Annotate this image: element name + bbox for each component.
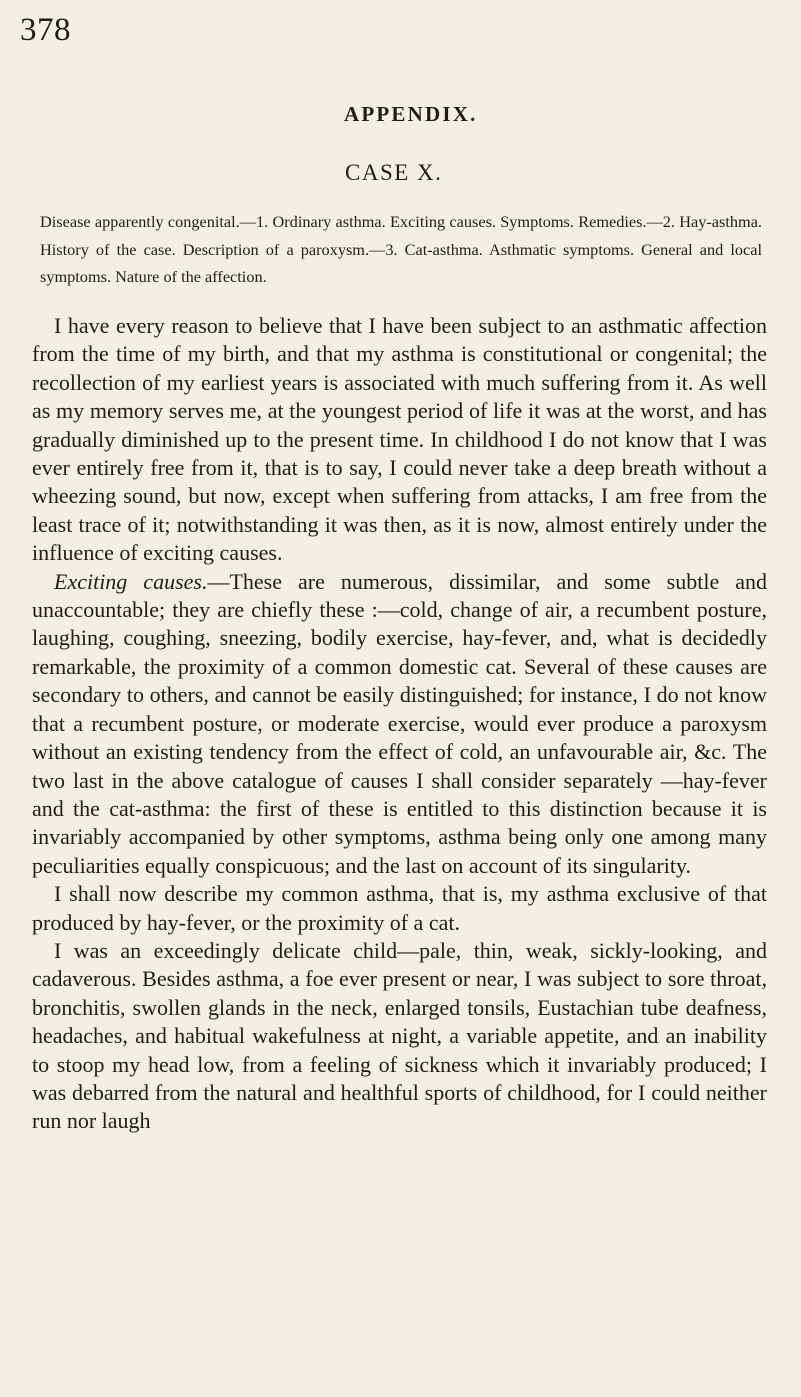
case-title: CASE X. <box>345 160 443 185</box>
paragraph-1: I have every reason to believe that I have been subject to an asthmatic affection from the time of my birth, and that my asthma is constitutional or congenital; the recollection of my earliest years is associated with much suffering from it. As well as my memory serves me, at the youngest period of life it was at the worst, and has gradually diminished up to the present time. In childhood I do not know that I was ever entirely free from it, that is to say, I could never take a deep breath without a wheezing sound, but now, except when suffering from attacks, I am free from the least trace of it; notwithstanding it was then, as it is now, almost entirely under the influence of exciting causes. <box>32 313 767 566</box>
case-summary <box>40 208 762 291</box>
paragraph-3: I shall now describe my common asthma, that is, my asthma exclusive of that produced by hay-fever, or the proximity of a cat. <box>32 881 767 935</box>
paragraph-2-text: —These are numerous, dissimilar, and some subtle and unaccountable; they are chiefly these :—cold, change of air, a recumbent posture, laughing, coughing, sneezing, bodily exercise, hay-fever, and, what is decidedly remarkable, the proximity of a common domestic cat. Several of these causes are secondary to others, and cannot be easily distinguished; for instance, I do not know that a recumbent posture, or moderate exercise, would ever produce a paroxysm without an existing tendency from the effect of cold, an unfavourable air, &c. The two last in the above catalogue of causes I shall consider separately —hay-fever and the cat-asthma: the first of these is entitled to this distinction because it is invariably accompanied by other symptoms, asthma being only one among many peculiarities equally conspicuous; and the last on account of its singularity. <box>32 568 767 878</box>
paragraph-2-heading: Exciting causes. <box>54 568 208 594</box>
page-number: 378 <box>20 12 71 48</box>
paragraph-2 <box>32 568 767 880</box>
running-title: APPENDIX. <box>344 102 478 126</box>
case-summary-text: Disease apparently congenital.—1. Ordinary asthma. Exciting causes. Symptoms. Remedies.—2. Hay-asthma. History of the case. Description of a paroxysm.—3. Cat-asthma. Asthmatic symptoms. General and local symptoms. Nature of the affection. <box>40 212 762 287</box>
body-text <box>32 312 767 1136</box>
paragraph-4: I was an exceedingly delicate child—pale, thin, weak, sickly-looking, and cadaverous. Besides asthma, a foe ever present or near, I was subject to sore throat, bronchitis, swollen glands in the neck, enlarged tonsils, Eustachian tube deafness, headaches, and habitual wakefulness at night, a variable appetite, and an inability to stoop my head low, from a feeling of sickness which it invariably produced; I was debarred from the natural and healthful sports of childhood, for I could neither run nor laugh <box>32 937 767 1134</box>
